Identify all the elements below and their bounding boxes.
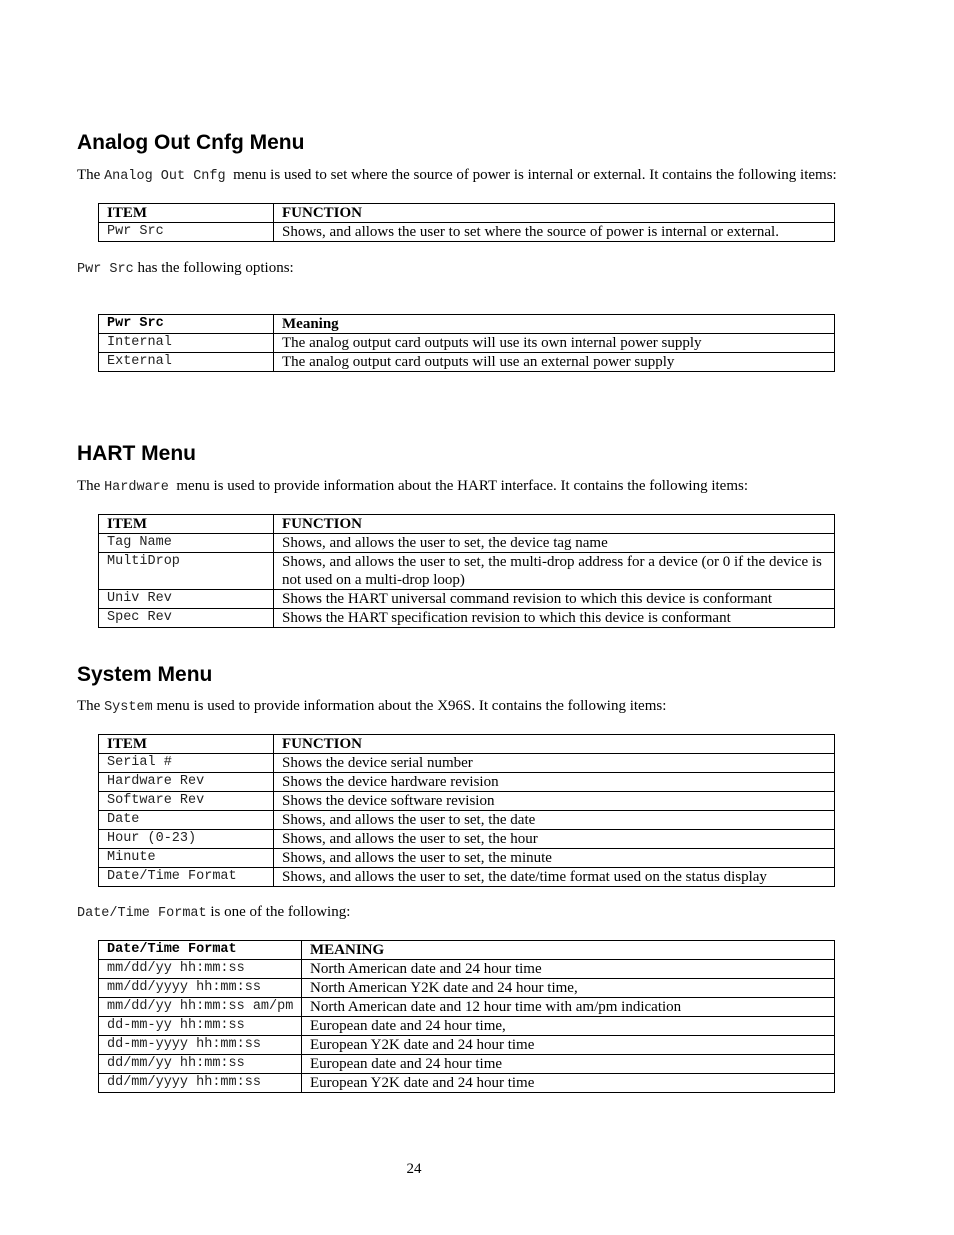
pwr-src-options-text: has the following options: xyxy=(137,260,294,276)
col-header-pwr-src: Pwr Src xyxy=(99,315,274,334)
meaning-cell: European date and 24 hour time xyxy=(302,1055,835,1074)
hart-intro-code: Hardware xyxy=(104,480,169,495)
item-cell: Spec Rev xyxy=(99,609,274,628)
table-header-row xyxy=(99,735,835,754)
item-cell: Minute xyxy=(99,849,274,868)
analog-heading: Analog Out Cnfg Menu xyxy=(77,131,305,154)
table-row xyxy=(99,811,835,830)
item-cell: Serial # xyxy=(99,754,274,773)
function-cell: Shows the device serial number xyxy=(274,754,835,773)
analog-intro-post: menu is used to set where the source of power is internal or external. It contains the following items: xyxy=(233,167,837,183)
date-format-table xyxy=(98,940,835,1093)
item-cell: Hardware Rev xyxy=(99,773,274,792)
system-intro-pre: The xyxy=(77,698,101,714)
item-cell: Univ Rev xyxy=(99,590,274,609)
col-header-item: ITEM xyxy=(99,515,274,534)
table-row xyxy=(99,609,835,628)
format-cell: mm/dd/yy hh:mm:ss xyxy=(99,960,302,979)
function-cell: Shows, and allows the user to set where the source of power is internal or external. xyxy=(274,223,835,242)
pwr-src-options-intro xyxy=(77,259,294,279)
table-row xyxy=(99,979,835,998)
item-cell: Software Rev xyxy=(99,792,274,811)
table-row xyxy=(99,553,835,590)
function-cell: Shows the device hardware revision xyxy=(274,773,835,792)
table-header-row xyxy=(99,941,835,960)
function-cell: Shows, and allows the user to set, the minute xyxy=(274,849,835,868)
format-cell: dd/mm/yyyy hh:mm:ss xyxy=(99,1074,302,1093)
table-row xyxy=(99,830,835,849)
system-intro-code: System xyxy=(104,700,153,715)
table-row xyxy=(99,1036,835,1055)
table-row xyxy=(99,960,835,979)
item-cell: MultiDrop xyxy=(99,553,274,590)
hart-heading: HART Menu xyxy=(77,442,196,465)
system-items-table xyxy=(98,734,835,887)
item-cell: Date xyxy=(99,811,274,830)
function-cell: Shows, and allows the user to set, the device tag name xyxy=(274,534,835,553)
meaning-cell: European Y2K date and 24 hour time xyxy=(302,1036,835,1055)
table-row xyxy=(99,353,835,372)
option-cell: Internal xyxy=(99,334,274,353)
function-cell: Shows, and allows the user to set, the multi-drop address for a device (or 0 if the device is not used on a multi-drop loop) xyxy=(274,553,835,590)
table-row xyxy=(99,773,835,792)
format-cell: mm/dd/yy hh:mm:ss am/pm xyxy=(99,998,302,1017)
system-heading: System Menu xyxy=(77,663,213,686)
col-header-item: ITEM xyxy=(99,735,274,754)
col-header-meaning: MEANING xyxy=(302,941,835,960)
pwr-src-code: Pwr Src xyxy=(77,262,134,277)
function-cell: Shows, and allows the user to set, the date xyxy=(274,811,835,830)
meaning-cell: The analog output card outputs will use its own internal power supply xyxy=(274,334,835,353)
function-cell: Shows the HART specification revision to which this device is conformant xyxy=(274,609,835,628)
meaning-cell: North American date and 24 hour time xyxy=(302,960,835,979)
col-header-function: FUNCTION xyxy=(274,735,835,754)
table-row xyxy=(99,998,835,1017)
table-header-row xyxy=(99,515,835,534)
format-cell: dd-mm-yyyy hh:mm:ss xyxy=(99,1036,302,1055)
analog-intro-code: Analog Out Cnfg xyxy=(104,169,226,184)
function-cell: Shows, and allows the user to set, the hour xyxy=(274,830,835,849)
analog-intro xyxy=(77,166,837,186)
item-cell: Hour (0-23) xyxy=(99,830,274,849)
date-format-intro-text: is one of the following: xyxy=(210,904,351,920)
date-format-intro xyxy=(77,903,350,923)
hart-intro-post: menu is used to provide information about the HART interface. It contains the following items: xyxy=(176,478,749,494)
col-header-function: FUNCTION xyxy=(274,204,835,223)
hart-items-table xyxy=(98,514,835,628)
hart-intro-pre: The xyxy=(77,478,101,494)
table-row xyxy=(99,792,835,811)
table-header-row xyxy=(99,315,835,334)
table-row xyxy=(99,223,835,242)
function-cell: Shows, and allows the user to set, the date/time format used on the status display xyxy=(274,868,835,887)
meaning-cell: North American Y2K date and 24 hour time, xyxy=(302,979,835,998)
format-cell: dd-mm-yy hh:mm:ss xyxy=(99,1017,302,1036)
col-header-meaning: Meaning xyxy=(274,315,835,334)
meaning-cell: North American date and 12 hour time with am/pm indication xyxy=(302,998,835,1017)
table-row xyxy=(99,868,835,887)
item-cell: Pwr Src xyxy=(99,223,274,242)
col-header-item: ITEM xyxy=(99,204,274,223)
hart-intro xyxy=(77,477,748,497)
function-cell: Shows the device software revision xyxy=(274,792,835,811)
system-intro-post: menu is used to provide information about the X96S. It contains the following items: xyxy=(156,698,667,714)
analog-intro-pre: The xyxy=(77,167,101,183)
table-row xyxy=(99,1017,835,1036)
table-row xyxy=(99,334,835,353)
format-cell: mm/dd/yyyy hh:mm:ss xyxy=(99,979,302,998)
date-format-code: Date/Time Format xyxy=(77,906,207,921)
col-header-date-format: Date/Time Format xyxy=(99,941,302,960)
meaning-cell: The analog output card outputs will use an external power supply xyxy=(274,353,835,372)
table-row xyxy=(99,534,835,553)
table-row xyxy=(99,1055,835,1074)
table-row xyxy=(99,1074,835,1093)
page-number: 24 xyxy=(406,1161,422,1177)
item-cell: Date/Time Format xyxy=(99,868,274,887)
format-cell: dd/mm/yy hh:mm:ss xyxy=(99,1055,302,1074)
table-row xyxy=(99,754,835,773)
table-row xyxy=(99,849,835,868)
analog-items-table xyxy=(98,203,835,242)
function-cell: Shows the HART universal command revision to which this device is conformant xyxy=(274,590,835,609)
meaning-cell: European date and 24 hour time, xyxy=(302,1017,835,1036)
item-cell: Tag Name xyxy=(99,534,274,553)
system-intro xyxy=(77,697,666,717)
col-header-function: FUNCTION xyxy=(274,515,835,534)
pwr-src-options-table xyxy=(98,314,835,372)
meaning-cell: European Y2K date and 24 hour time xyxy=(302,1074,835,1093)
option-cell: External xyxy=(99,353,274,372)
table-row xyxy=(99,590,835,609)
table-header-row xyxy=(99,204,835,223)
